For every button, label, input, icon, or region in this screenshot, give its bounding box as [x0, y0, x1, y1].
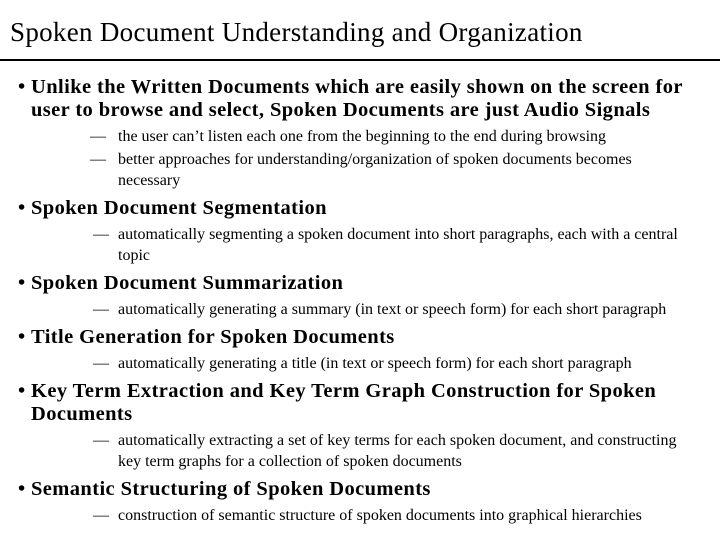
- bullet-item: [0, 326, 720, 374]
- slide-title: Spoken Document Understanding and Organization: [10, 17, 583, 47]
- sub-text: construction of semantic structure of spoken documents into graphical hierarchies: [118, 507, 642, 524]
- bullet-icon: •: [18, 272, 26, 294]
- bullet-text: Spoken Document Segmentation: [31, 197, 327, 219]
- sub-text: automatically segmenting a spoken document into short paragraphs, each with a central topic: [118, 226, 678, 264]
- bullet-text: Spoken Document Summarization: [31, 272, 344, 294]
- title-divider: [0, 59, 720, 61]
- sub-text: the user can’t listen each one from the beginning to the end during browsing: [118, 128, 607, 145]
- sub-item: [31, 299, 700, 320]
- bullet-item: [0, 478, 720, 526]
- sub-text: automatically generating a summary (in text or speech form) for each short paragraph: [118, 301, 667, 318]
- bullet-text: Semantic Structuring of Spoken Documents: [31, 478, 431, 500]
- sub-item: [31, 430, 700, 472]
- bullet-item: [0, 76, 720, 191]
- bullet-item: [0, 272, 720, 320]
- bullet-text: Unlike the Written Documents which are easily shown on the screen for user to browse and select, Spoken Documents are just Audio Signals: [31, 76, 683, 121]
- sub-list: [31, 505, 700, 526]
- bullet-icon: •: [18, 76, 26, 98]
- bullet-text: Key Term Extraction and Key Term Graph Construction for Spoken Documents: [31, 380, 657, 425]
- bullet-item: [0, 380, 720, 472]
- dash-icon: —: [93, 301, 109, 318]
- sub-list: [31, 224, 700, 266]
- dash-icon: —: [93, 432, 109, 449]
- bullet-list: [0, 76, 720, 532]
- sub-list: [31, 430, 700, 472]
- sub-item: [31, 149, 700, 191]
- sub-list: [31, 299, 700, 320]
- sub-text: automatically extracting a set of key terms for each spoken document, and constructing key term graphs for a collection of spoken documents: [118, 432, 677, 470]
- dash-icon: —: [93, 226, 109, 243]
- sub-text: automatically generating a title (in text or speech form) for each short paragraph: [118, 355, 632, 372]
- sub-list: [31, 353, 700, 374]
- dash-icon: —: [90, 151, 106, 168]
- sub-text: better approaches for understanding/organization of spoken documents becomes necessary: [118, 151, 632, 189]
- bullet-icon: •: [18, 197, 26, 219]
- sub-item: [31, 224, 700, 266]
- sub-item: [31, 353, 700, 374]
- bullet-text: Title Generation for Spoken Documents: [31, 326, 395, 348]
- bullet-icon: •: [18, 380, 26, 402]
- dash-icon: —: [93, 507, 109, 524]
- bullet-item: [0, 197, 720, 266]
- dash-icon: —: [93, 355, 109, 372]
- sub-list: [31, 126, 700, 191]
- bullet-icon: •: [18, 478, 26, 500]
- sub-item: [31, 126, 700, 147]
- dash-icon: —: [90, 128, 106, 145]
- sub-item: [31, 505, 700, 526]
- bullet-icon: •: [18, 326, 26, 348]
